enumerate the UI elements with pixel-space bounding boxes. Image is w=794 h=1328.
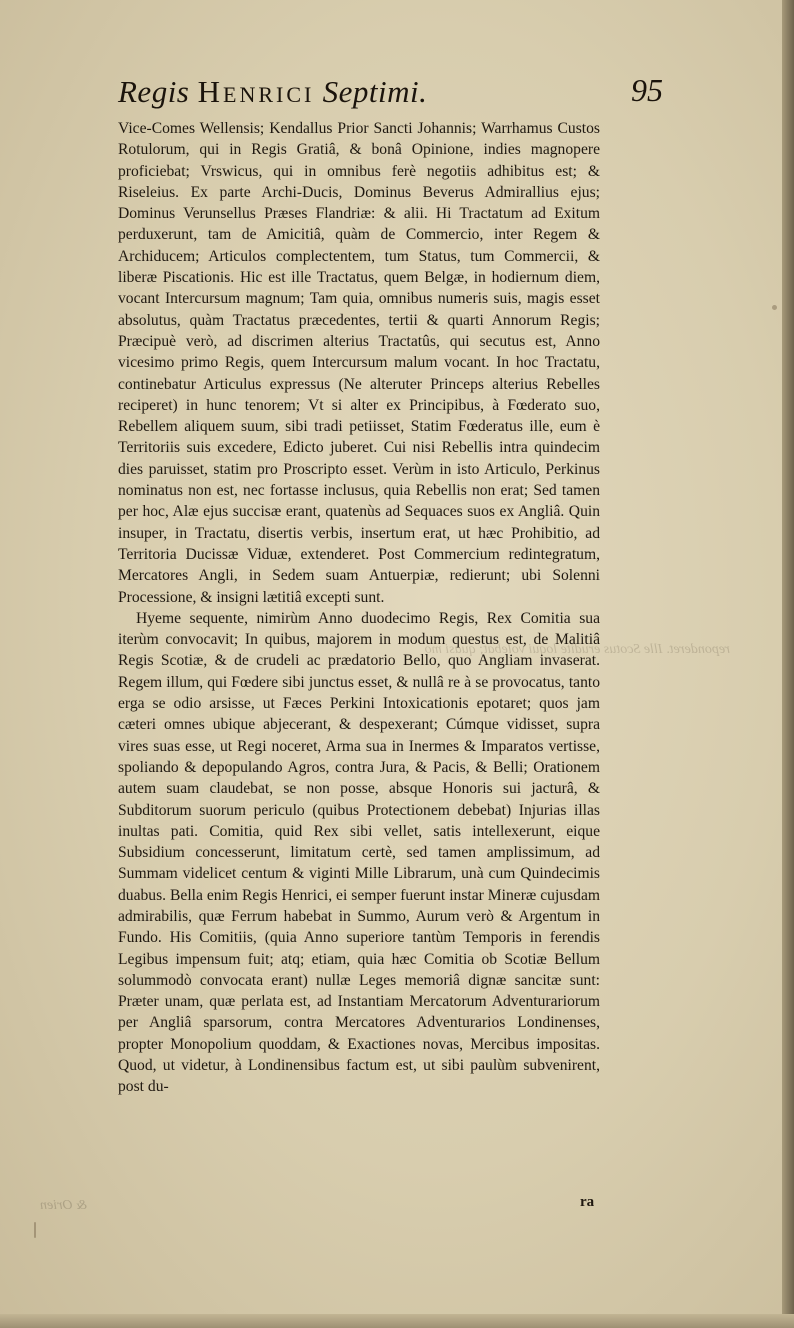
ink-spot [34,1222,36,1238]
page-number: 95 [631,72,663,108]
bleed-through-text: reponderet. Ille Scotus erudite loqui volebat; quasi mo [424,642,730,657]
ink-spot [772,305,777,310]
page-edge-shadow [782,0,794,1328]
running-title [118,74,427,110]
title-septimi: Septimi. [314,74,428,109]
body-text [118,118,600,1098]
catchword: ra [580,1194,595,1210]
title-regis: Regis [118,74,198,109]
paragraph-1: Vice-Comes Wellensis; Kendallus Prior Sancti Johannis; Warrhamus Custos Rotulorum, qui in Regis Gratiâ, & bonâ Opinione, indies magnopere proficiebat; Vrswicus, qui in omnibus ferè negotiis adhibitus est; & Riseleius. Ex parte Archi-Ducis, Dominus Beverus Admirallius ejus; Dominus Verunsellus Præses Flandriæ: & alii. Hi Tractatum ad Exitum perduxerunt, tam de Amicitiâ, quàm de Commercio, inter Regem & Archiducem; Articulos complectentem, tum Status, tum Commercii, & liberæ Piscationis. Hic est ille Tractatus, quem Belgæ, in hodiernum diem, vocant Intercursum magnum; Tam quia, omnibus numeris suis, magis esset absolutus, quàm Tractatus præcedentes, tertii & quarti Annorum Regis; Præcipuè verò, ad discrimen alterius Tractatûs, qui secutus est, Anno vicesimo primo Regis, quem Intercursum malum vocant. In hoc Tractatu, continebatur Articulus expressus (Ne alteruter Princeps alterius Rebelles reciperet) in hunc tenorem; Vt si alter ex Principibus, à Fœderato suo, Rebellem aliquem suum, sibi tradi petiisset, Statim Fœderatus ille, eum è Territoriis suis excedere, Edicto juberet. Cui nisi Rebellis intra quindecim dies paruisset, statim pro Proscripto esset. Verùm in isto Articulo, Perkinus nominatus non est, nec fortasse inclusus, quia Rebellis non erat; Sed tamen per hoc, Alæ ejus succisæ erant, quatenùs ad Sequaces suos ex Angliâ. Quin insuper, in Tractatu, disertis verbis, insertum erat, ut hæc Prohibitio, ad Territoria Ducissæ Viduæ, extenderet. Post Commercium redintegratum, Mercatores Angli, in Sedem suam Antuerpiæ, redierunt; ubi Solenni Processione, & insigni lætitiâ excepti sunt. [118,120,600,606]
page-bottom-edge [0,1314,794,1328]
title-henrici: Henrici [197,74,315,109]
paragraph-2: Hyeme sequente, nimirùm Anno duodecimo Regis, Rex Comitia sua iterùm convocavit; In quibus, majorem in modum questus est, de Malitiâ Regis Scotiæ, & de crudeli ac prædatorio Bello, quo Angliam invaserat. Regem illum, qui Fœdere sibi junctus esset, & nullâ re à se provocatus, tanto erga se odio arsisse, ut Fæces Perkini Intoxicationis epotaret; quos jam cæteri omnes ubique abjecerant, & despexerant; Cúmque vidisset, supra vires suas esse, ut Regi noceret, Arma sua in Inermes & Imparatos vertisse, spoliando & depopulando Agros, contra Jura, & Pacis, & Belli; Orationem autem suam claudebat, se non posse, absque Honoris sui jacturâ, & Subditorum suorum periculo (quibus Protectionem debebat) Injurias illas inultas pati. Comitia, quid Rex sibi vellet, satis intellexerunt, eique Subsidium concesserunt, limitatum certè, sed tamen amplissimum, ad Summam videlicet centum & viginti Mille Librarum, unà cum Quindecimis duabus. Bella enim Regis Henrici, ei semper fuerunt instar Mineræ cujusdam admirabilis, quæ Ferrum habebat in Summo, Aurum verò & Argentum in Fundo. His Comitiis, (quia Anno superiore tantùm Temporis in ferendis Legibus impensum fuit; atq; etiam, quia hæc Comitia ob Scotiæ Bellum solummodò convocata erant) nullæ Leges memoriâ dignæ sancitæ sunt: Præter unam, quæ perlata est, ad Instantiam Mercatorum Adventurariorum per Angliâ sparsorum, contra Mercatores Adventurarios Londinenses, propter Monopolium quoddam, & Exactiones novas, Mercibus impositas. Quod, ut videtur, à Londinensibus factum est, ut sibi paulùm subvenirent, post du- [118,609,600,1096]
bleed-through-bottom: & Orien [40,1198,88,1213]
running-header [118,74,663,118]
